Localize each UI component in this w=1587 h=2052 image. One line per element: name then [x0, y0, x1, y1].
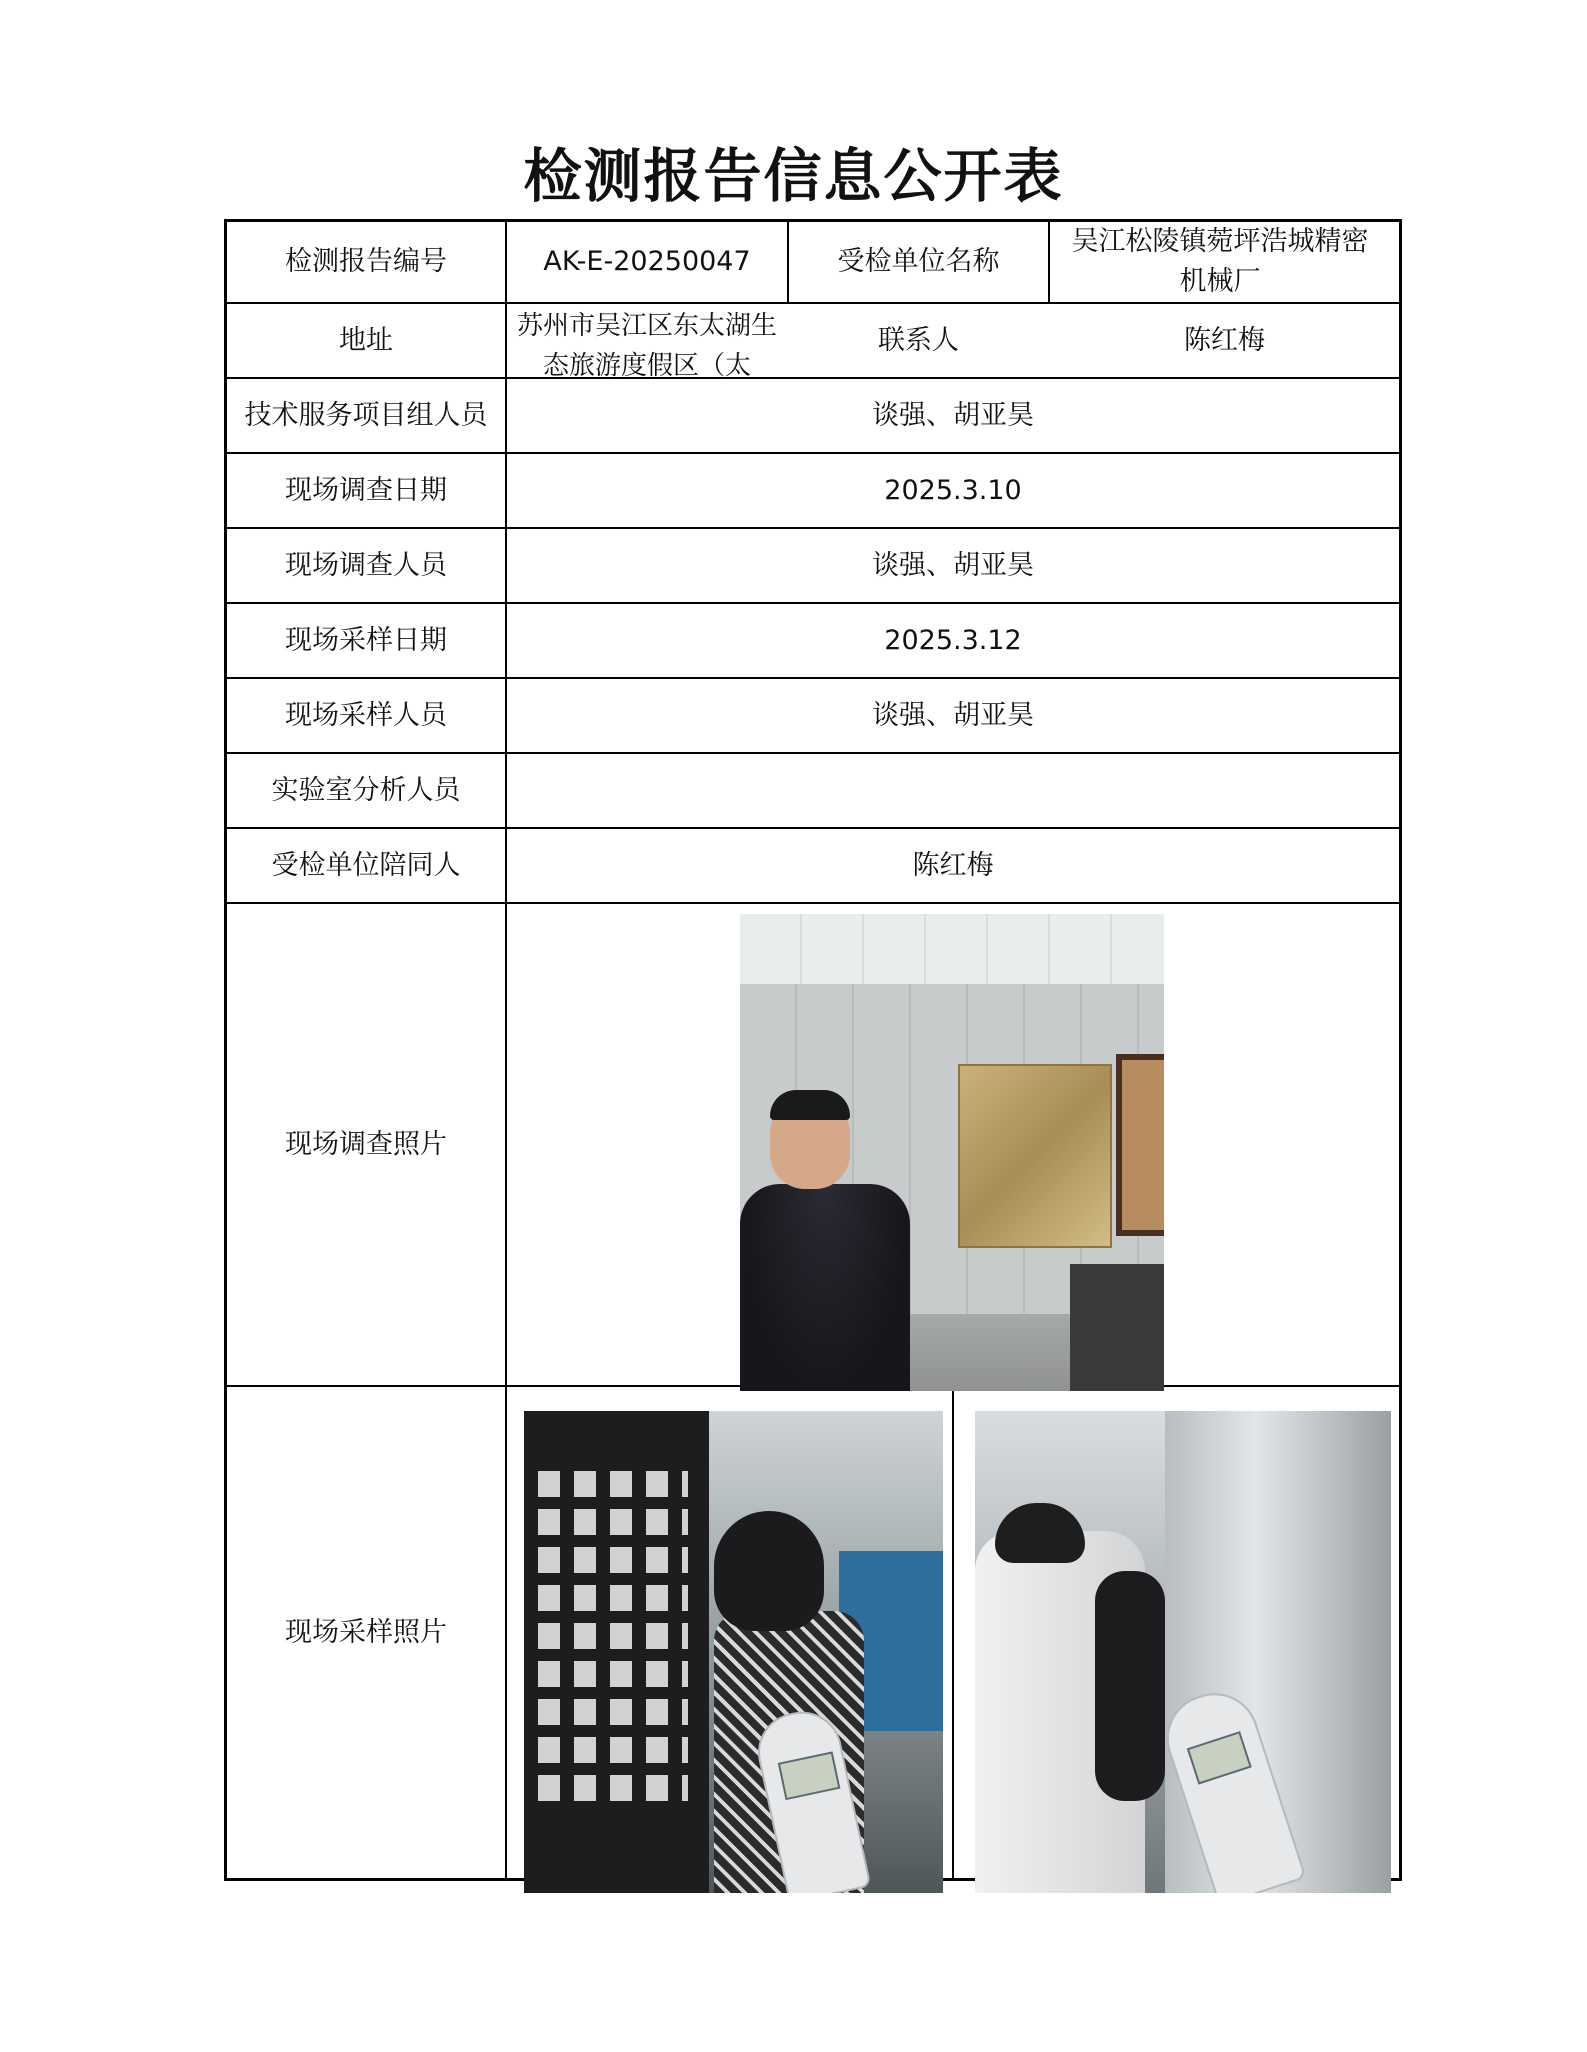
person-figure	[740, 1184, 910, 1391]
person-hair	[770, 1090, 850, 1120]
report-no-label: 检测报告编号	[285, 246, 447, 277]
ceiling-shape	[740, 914, 1164, 984]
contact-value: 陈红梅	[1184, 324, 1265, 356]
sampling-date-label: 现场采样日期	[285, 624, 447, 656]
contact-label: 联系人	[878, 324, 959, 356]
file-cabinet	[1070, 1264, 1164, 1391]
report-no-value: AK-E-20250047	[543, 246, 751, 277]
person-arm	[1095, 1571, 1165, 1801]
person-hair	[995, 1503, 1085, 1563]
sampling-staff-label: 现场采样人员	[285, 699, 447, 731]
sampling-staff-value: 谈强、胡亚昊	[872, 699, 1034, 731]
column-divider	[952, 1385, 954, 1881]
sampling-photo-label: 现场采样照片	[285, 1616, 447, 1648]
company-plaque	[958, 1064, 1112, 1248]
lab-staff-value	[507, 754, 1399, 827]
tech-team-value: 谈强、胡亚昊	[872, 399, 1034, 431]
sampling-photo-1	[524, 1411, 943, 1893]
unit-name-value: 吴江松陵镇菀坪浩城精密机械厂	[1071, 226, 1369, 297]
escort-label: 受检单位陪同人	[271, 849, 461, 881]
survey-staff-label: 现场调查人员	[285, 549, 447, 581]
panel-grid	[538, 1471, 688, 1801]
person-head	[714, 1511, 824, 1631]
meter-screen	[778, 1751, 841, 1800]
address-label: 地址	[339, 324, 393, 356]
survey-photo	[740, 914, 1164, 1391]
unit-name-label: 受检单位名称	[837, 246, 1000, 277]
address-value: 苏州市吴江区东太湖生态旅游度假区（太	[516, 311, 777, 377]
column-divider	[1048, 219, 1050, 304]
sampling-date-value: 2025.3.12	[884, 624, 1022, 656]
meter-screen	[1187, 1731, 1252, 1784]
survey-photo-label: 现场调查照片	[285, 1128, 447, 1160]
sampling-photo-2	[975, 1411, 1391, 1893]
tech-team-label: 技术服务项目组人员	[244, 399, 488, 431]
wall-frame	[1116, 1054, 1164, 1236]
escort-value: 陈红梅	[912, 849, 994, 881]
survey-date-label: 现场调查日期	[285, 474, 447, 506]
survey-staff-value: 谈强、胡亚昊	[872, 549, 1034, 581]
lab-staff-label: 实验室分析人员	[271, 774, 461, 806]
survey-date-value: 2025.3.10	[884, 474, 1022, 506]
page-title: 检测报告信息公开表	[523, 142, 1064, 210]
